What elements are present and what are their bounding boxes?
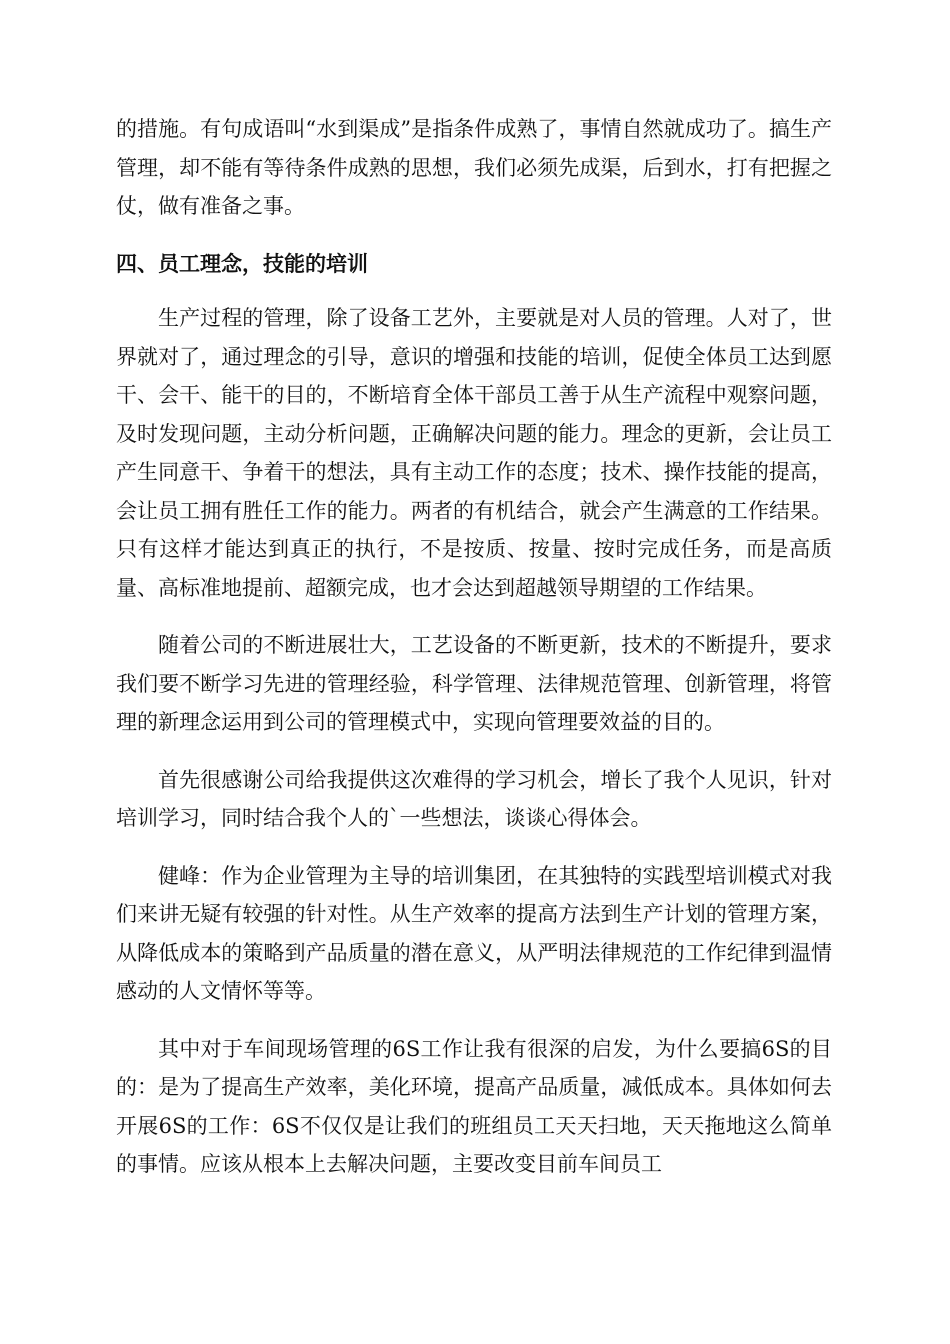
paragraph-continuation: 的措施。有句成语叫“水到渠成”是指条件成熟了，事情自然就成功了。搞生产管理，却不能有等待条件成熟的思想，我们必须先成渠，后到水，打有把握之仗，做有准备之事。 bbox=[116, 117, 832, 218]
section-heading: 四、员工理念，技能的培训 bbox=[116, 251, 368, 276]
paragraph-6s: 其中对于车间现场管理的6S工作让我有很深的启发，为什么要搞6S的目的：是为了提高生产效率，美化环境，提高产品质量，减低成本。具体如何去开展6S的工作：6S不仅仅是让我们的班组员工天天扫地，天天拖地这么简单的事情。应该从根本上去解决问题，主要改变目前车间员工 bbox=[116, 1036, 832, 1176]
paragraph-jianfeng: 健峰：作为企业管理为主导的培训集团，在其独特的实践型培训模式对我们来讲无疑有较强的针对性。从生产效率的提高方法到生产计划的管理方案，从降低成本的策略到产品质量的潜在意义，从严明法律规范的工作纪律到温情感动的人文情怀等等。 bbox=[116, 863, 832, 1003]
paragraph-employee-management: 生产过程的管理，除了设备工艺外，主要就是对人员的管理。人对了，世界就对了，通过理念的引导，意识的增强和技能的培训，促使全体员工达到愿干、会干、能干的目的，不断培育全体干部员工善于从生产流程中观察问题，及时发现问题，主动分析问题，正确解决问题的能力。理念的更新，会让员工产生同意干、争着干的想法，具有主动工作的态度；技术、操作技能的提高，会让员工拥有胜任工作的能力。两者的有机结合，就会产生满意的工作结果。只有这样才能达到真正的执行，不是按质、按量、按时完成任务，而是高质量、高标准地提前、超额完成，也才会达到超越领导期望的工作结果。 bbox=[116, 306, 832, 600]
paragraph-company-growth: 随着公司的不断进展壮大，工艺设备的不断更新，技术的不断提升，要求我们要不断学习先进的管理经验，科学管理、法律规范管理、创新管理，将管理的新理念运用到公司的管理模式中，实现向管理要效益的目的。 bbox=[116, 633, 832, 734]
paragraph-thanks: 首先很感谢公司给我提供这次难得的学习机会，增长了我个人见识，针对培训学习，同时结合我个人的`一些想法，谈谈心得体会。 bbox=[116, 767, 832, 830]
document-body bbox=[116, 110, 832, 1203]
